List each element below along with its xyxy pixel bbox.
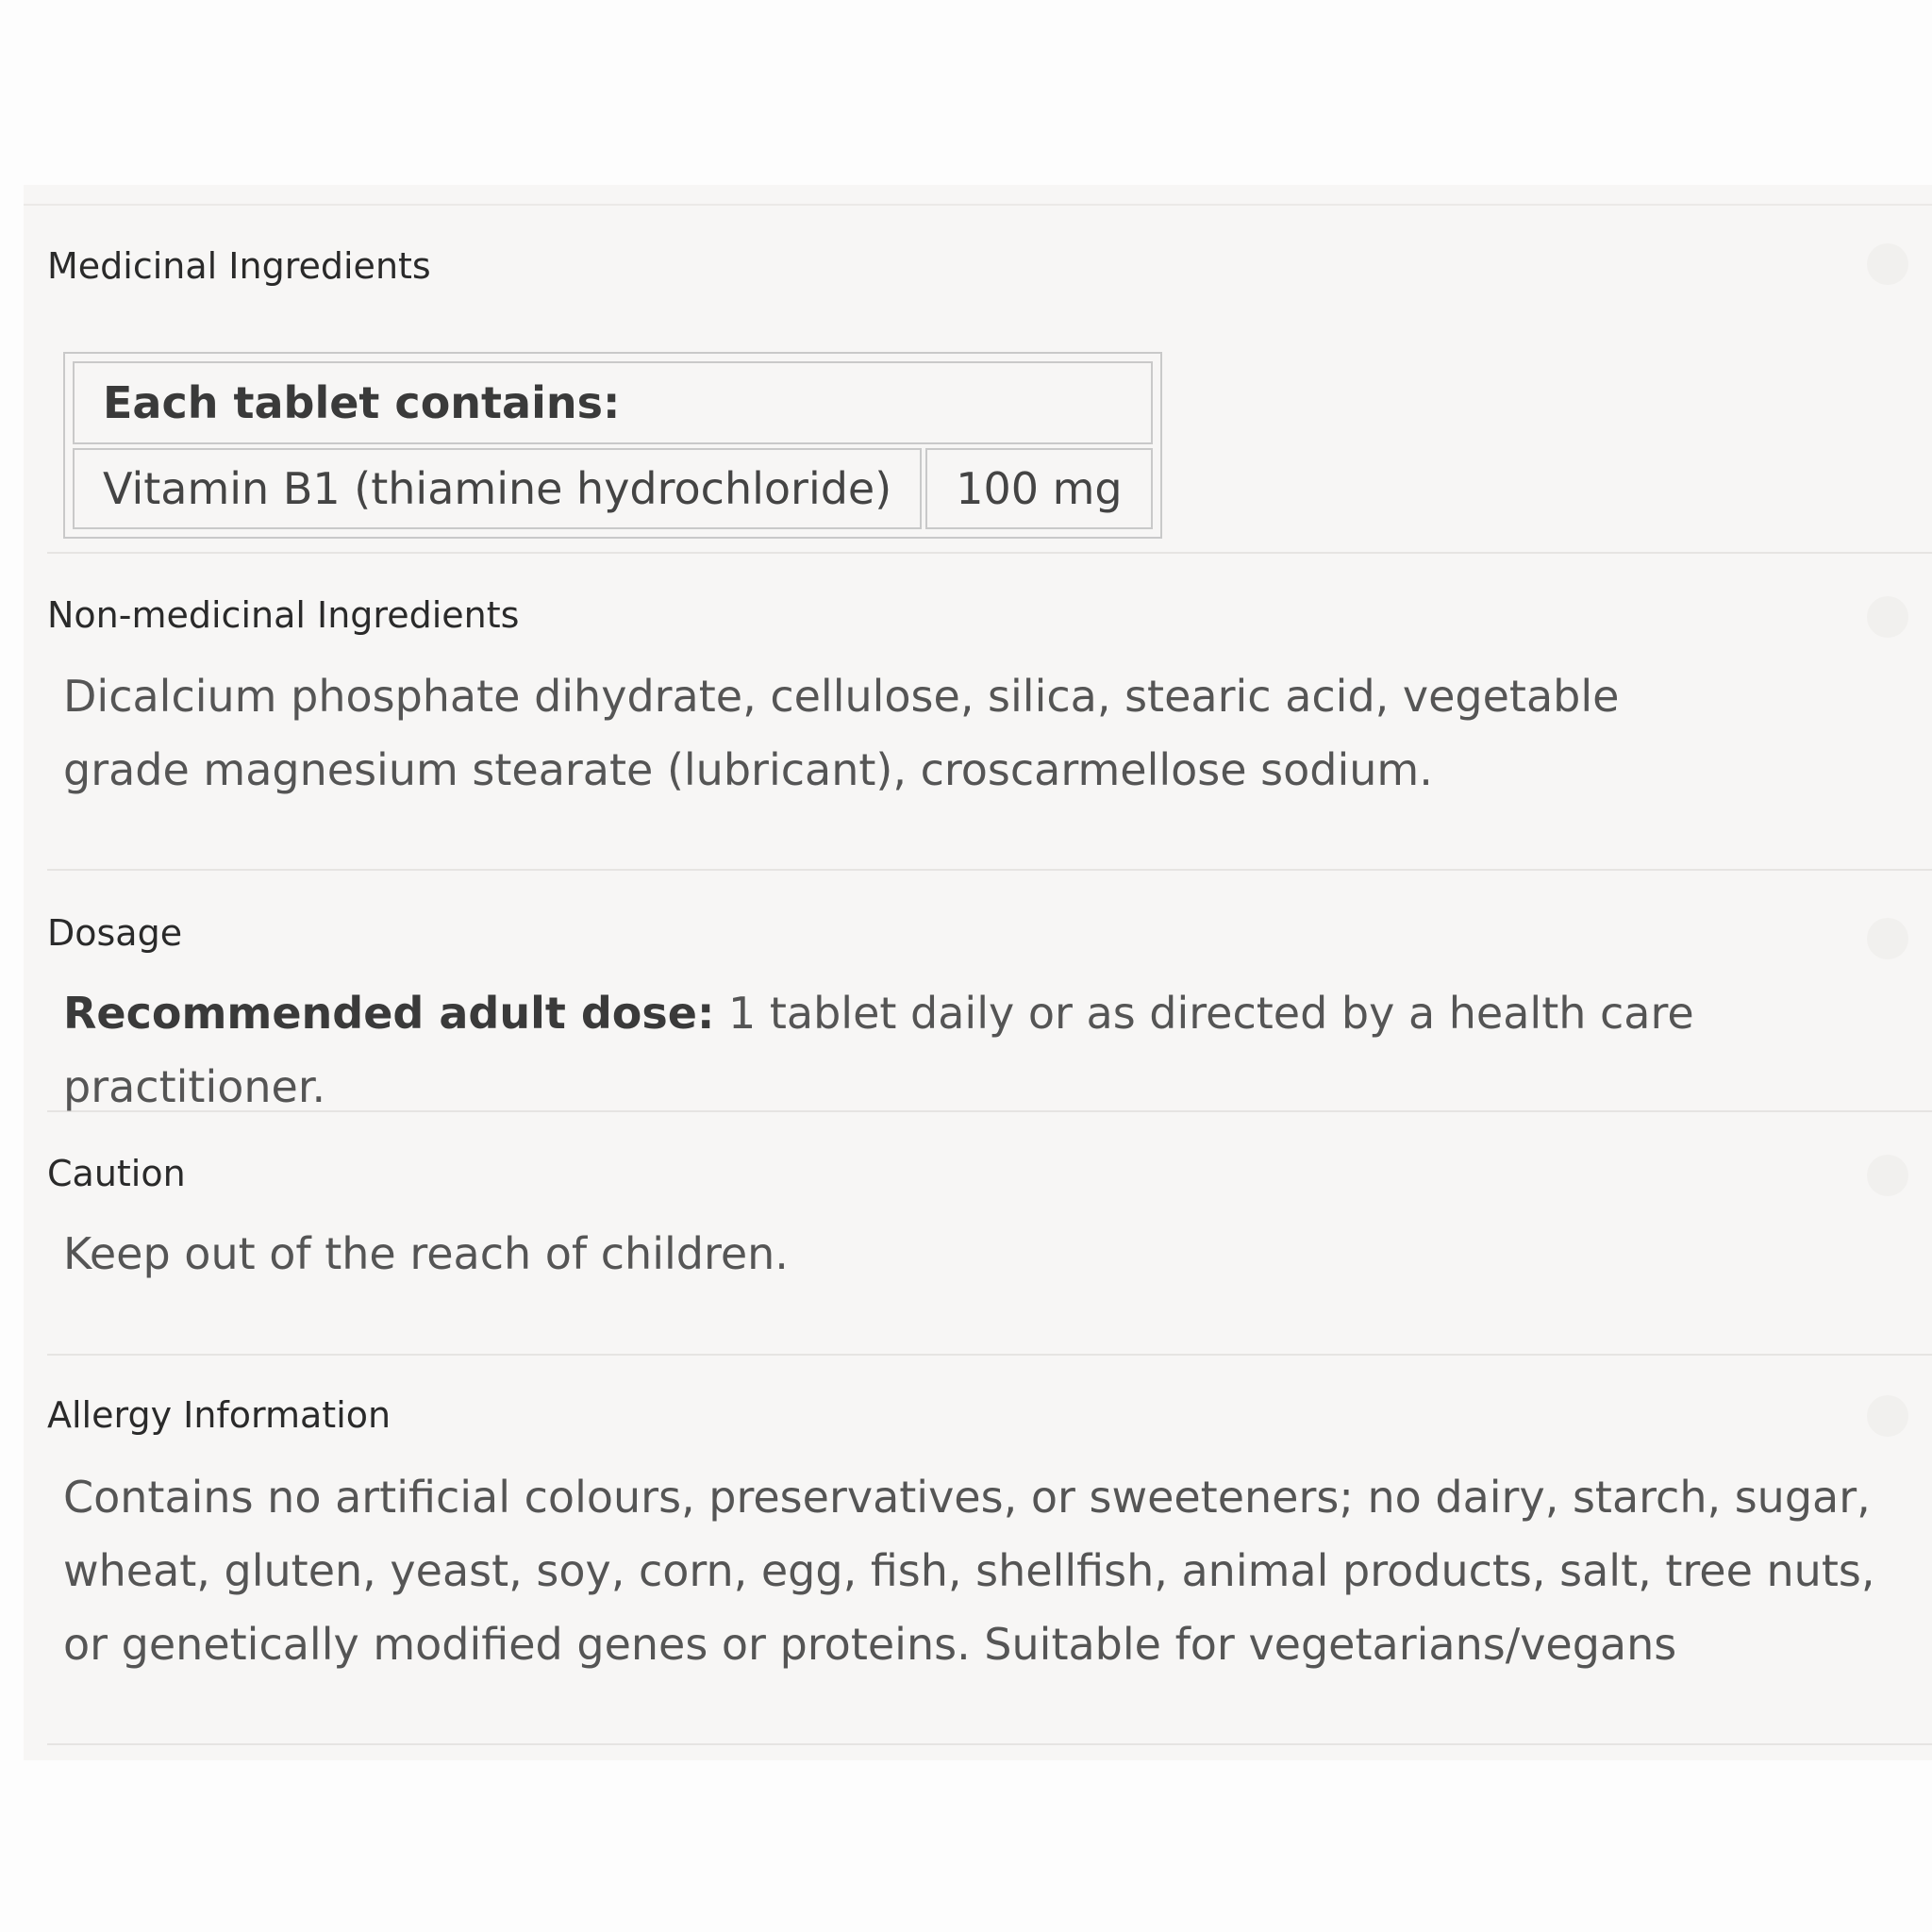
section-title-non-medicinal-ingredients: Non-medicinal Ingredients: [47, 594, 520, 636]
expand-toggle-icon[interactable]: [1867, 1395, 1908, 1437]
allergy-information-text: Contains no artificial colours, preservatives, or sweeteners; no dairy, starch, sugar, wheat, gluten, yeast, soy, corn, egg, fish, shellfish, animal products, salt, tree nuts, or genetically modified genes or proteins. Suitable for vegetarians/vegans: [63, 1472, 1875, 1670]
non-medicinal-ingredients-text: Dicalcium phosphate dihydrate, cellulose, silica, stearic acid, vegetable grade magnesium stearate (lubricant), croscarmellose sodium.: [63, 671, 1620, 795]
accordion-medicinal-ingredients[interactable]: [47, 206, 1932, 554]
table-row: [73, 448, 1153, 529]
expand-toggle-icon[interactable]: [1867, 243, 1908, 285]
section-title-caution: Caution: [47, 1153, 186, 1194]
ingredient-name: Vitamin B1 (thiamine hydrochloride): [73, 448, 922, 529]
expand-toggle-icon[interactable]: [1867, 1155, 1908, 1196]
dosage-instructions: 1 tablet daily or as directed by a health care practitioner.: [63, 988, 1694, 1112]
dosage-label: Recommended adult dose:: [63, 988, 715, 1039]
accordion-dosage[interactable]: [47, 871, 1932, 1112]
ingredient-amount: 100 mg: [925, 448, 1152, 529]
expand-toggle-icon[interactable]: [1867, 596, 1908, 638]
section-title-allergy-information: Allergy Information: [47, 1394, 391, 1436]
accordion-allergy-information[interactable]: [47, 1356, 1932, 1745]
table-header: Each tablet contains:: [73, 361, 1153, 444]
caution-text: Keep out of the reach of children.: [63, 1228, 789, 1279]
dosage-text: [63, 976, 1903, 1124]
ingredient-table: [63, 352, 1162, 539]
accordion-non-medicinal-ingredients[interactable]: [47, 554, 1932, 871]
section-title-dosage: Dosage: [47, 912, 183, 954]
accordion-caution[interactable]: [47, 1112, 1932, 1356]
expand-toggle-icon[interactable]: [1867, 918, 1908, 959]
section-title-medicinal-ingredients: Medicinal Ingredients: [47, 245, 431, 287]
